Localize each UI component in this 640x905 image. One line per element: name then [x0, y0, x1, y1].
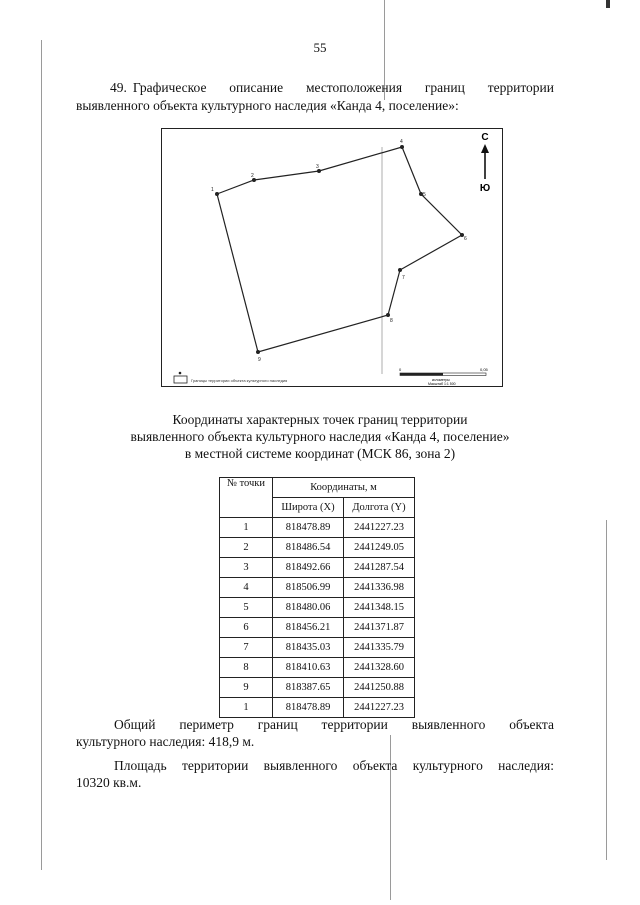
longitude-value: 2441335.79	[344, 638, 415, 658]
table-row	[220, 638, 415, 658]
scale-end: 0,05	[480, 367, 488, 372]
longitude-value: 2441250.88	[344, 678, 415, 698]
longitude-value: 2441336.98	[344, 578, 415, 598]
perimeter-word: территории	[321, 717, 388, 732]
table-caption	[90, 411, 550, 462]
point-number: 1	[220, 698, 273, 718]
longitude-value: 2441371.87	[344, 618, 415, 638]
perimeter-paragraph	[76, 716, 554, 750]
latitude-value: 818478.89	[273, 518, 344, 538]
vertex-7	[398, 268, 402, 272]
section-heading	[76, 79, 554, 115]
table-row	[220, 578, 415, 598]
longitude-value: 2441249.05	[344, 538, 415, 558]
heading-line-1: Графическое описание местоположения границ территории	[132, 80, 554, 95]
vertex-1	[215, 192, 219, 196]
table-row	[220, 518, 415, 538]
point-number: 9	[220, 678, 273, 698]
table-row	[220, 538, 415, 558]
scale-zero: 0	[399, 367, 402, 372]
perimeter-word: Общий	[114, 717, 156, 732]
perimeter-word: выявленного	[411, 717, 486, 732]
caption-line-1: Координаты характерных точек границ территории	[172, 412, 468, 427]
vertex-label-9: 9	[258, 357, 261, 363]
latitude-value: 818478.89	[273, 698, 344, 718]
table-row	[220, 618, 415, 638]
point-number: 3	[220, 558, 273, 578]
table-row	[220, 698, 415, 718]
header-longitude: Долгота (Y)	[344, 498, 415, 518]
scan-artifact-right-line	[606, 520, 607, 860]
latitude-value: 818486.54	[273, 538, 344, 558]
table-row	[220, 558, 415, 578]
vertex-8	[386, 313, 390, 317]
longitude-value: 2441227.23	[344, 698, 415, 718]
latitude-value: 818410.63	[273, 658, 344, 678]
longitude-value: 2441348.15	[344, 598, 415, 618]
perimeter-line-2: культурного наследия: 418,9 м.	[76, 734, 255, 749]
vertex-label-7: 7	[402, 275, 405, 281]
latitude-value: 818435.03	[273, 638, 344, 658]
legend-swatch	[174, 376, 187, 383]
latitude-value: 818387.65	[273, 678, 344, 698]
map-legend	[174, 372, 287, 383]
caption-line-2: выявленного объекта культурного наследия «Канда 4, поселение»	[130, 429, 510, 444]
north-arrow-icon	[480, 132, 490, 194]
perimeter-word: границ	[257, 717, 298, 732]
scan-artifact-corner	[606, 0, 610, 8]
scale-unit: километры	[432, 378, 450, 382]
legend-text: Границы территории объекта культурного наследия	[191, 378, 288, 383]
latitude-value: 818480.06	[273, 598, 344, 618]
latitude-value: 818456.21	[273, 618, 344, 638]
header-point-number: № точки	[220, 478, 273, 518]
longitude-value: 2441328.60	[344, 658, 415, 678]
area-line-1: Площадь территории выявленного объекта культурного наследия:	[114, 758, 554, 773]
caption-line-3: в местной системе координат (МСК 86, зона 2)	[184, 446, 456, 461]
vertex-label-2: 2	[251, 173, 254, 179]
scan-artifact-left-line	[41, 40, 42, 870]
point-number: 4	[220, 578, 273, 598]
perimeter-word: объекта	[509, 717, 554, 732]
south-label: Ю	[479, 183, 491, 194]
table-row	[220, 598, 415, 618]
table-row	[220, 678, 415, 698]
point-number: 6	[220, 618, 273, 638]
boundary-map-drawing	[162, 129, 502, 386]
point-number: 7	[220, 638, 273, 658]
heading-line-2: выявленного объекта культурного наследия «Канда 4, поселение»:	[76, 98, 459, 113]
point-number: 1	[220, 518, 273, 538]
vertex-4	[400, 145, 404, 149]
section-number: 49.	[110, 80, 127, 95]
point-number: 5	[220, 598, 273, 618]
vertex-9	[256, 350, 260, 354]
header-latitude: Широта (X)	[273, 498, 344, 518]
vertex-label-6: 6	[464, 236, 467, 242]
point-number: 2	[220, 538, 273, 558]
perimeter-word: периметр	[179, 717, 234, 732]
scale-ratio: Масштаб 1:1 500	[428, 382, 456, 386]
latitude-value: 818506.99	[273, 578, 344, 598]
vertex-label-8: 8	[390, 318, 393, 324]
area-paragraph	[76, 757, 554, 791]
vertex-label-3: 3	[316, 164, 319, 170]
page-number: 55	[313, 40, 327, 55]
north-label: С	[481, 132, 489, 143]
coordinates-table	[219, 477, 415, 718]
scale-bar	[399, 367, 489, 386]
latitude-value: 818492.66	[273, 558, 344, 578]
vertex-label-5: 5	[423, 192, 426, 198]
vertex-label-4: 4	[400, 139, 403, 145]
table-row	[220, 658, 415, 678]
vertex-label-1: 1	[211, 187, 214, 193]
point-number: 8	[220, 658, 273, 678]
boundary-map	[161, 128, 503, 387]
area-line-2: 10320 кв.м.	[76, 775, 142, 790]
longitude-value: 2441227.23	[344, 518, 415, 538]
longitude-value: 2441287.54	[344, 558, 415, 578]
header-coordinates: Координаты, м	[273, 478, 415, 498]
